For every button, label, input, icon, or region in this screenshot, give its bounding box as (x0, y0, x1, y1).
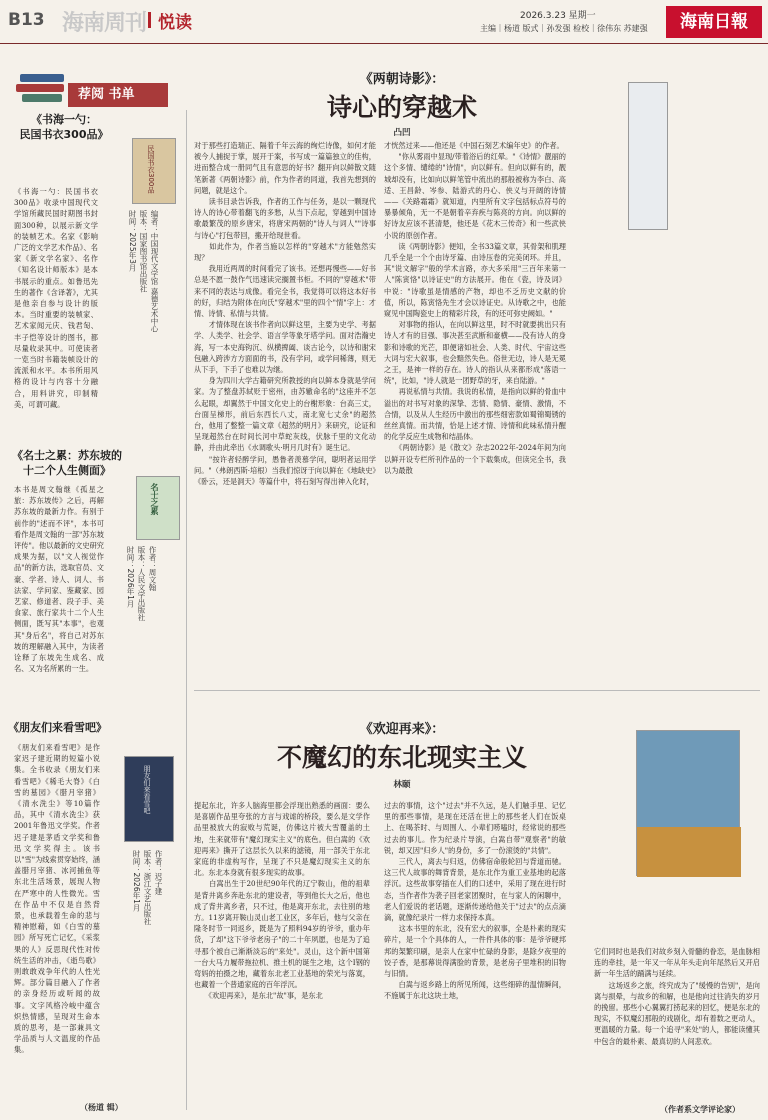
article2-col2: 过去的事情，这个"过去"并不久远，是人们触手里、记忆里的那些事情，是现在还活在世上的那些老人们在饭桌上、在喝茶时、与周围人、小辈们唠嗑时，经常说的那些过去的事儿。作为纪录片导演，白嵩自带"观察者"的敏锐，却又因"归乡人"的身份，多了一份滚烫的"共情"。 三代人，离去与归返，仿佛宿命般轮回与背道而驰。这三代人故事的舞背背景，是东北作为重工业基地的起落浮沉。这些故事穿插在人们的口述中，采用了现在进行时态，当作者作为袭子回老家团聚时，在与家人的闲聊中，老人们爱说的老话题，逐渐传递给他关于"过去"的点点滴滴，就像纪录片一样力求保持本真。 这本书里的东北，没有宏大的叙事，全是朴素的现实碎片，是一个个具体的人，一件件具体的事：是爷爷硬邦邦的架繁印刷，是亲人在家中忙碌的身影，是除夕夜里的饺子香，是那幕说得满脸的背景，是老房子里堆积的旧物与旧情。 白嵩与返乡路上的所见所闻，这些细碎的温情瞬间，不施属于东北这块土地， (384, 801, 566, 1001)
rec2-body: 本书是周文翰继《孤星之旅：苏东坡传》之后，再解苏东坡的最新力作。有别于前作的"述而不评"，本书可看作是周文翰的一部"苏东坡评传"。他以最新的文史研究成果为据，以"文人视觉作品"的新方法，选取官员、文豪、学者、诗人、词人、书法家、学问家、鉴藏家、园艺家、修道者、段子手、美食家、旅行家共十二个人生侧面，既写其"本事"，也观其"身后名"，将自己对苏东坡的理解融入其中，为读者诠释了东坡先生成名、成名、又为名所累的一生。 (14, 485, 104, 674)
rec1-meta: 编者：中国现代文学馆 嘉德艺术中心 版本：国家图书馆出版社 时间：2025年3月 (128, 210, 159, 333)
article1-col2: 才恍然过来——他还是《中国石刻艺术编年史》的作者。 "你从雾雨中显现/带着浴后的红晕。"《诗情》靓丽的这个多情、缱绻的"诗情"，向以鲜有。但向以鲜有的，靓城却没有，比如向以鲜笔管中流出的那般被称为李白、高适、王昌龄、岑参、陆游式的丹心、侠义与开阔的诗情——《关路霜霜》就知道，内里所有文字包括标点符号的暴暴倾角，无一不是朝着辛弃疾与陈亮的方向。向以鲜的好诗友应该不甚清楚，他还是《花木三传奇》和一些武侠小说的原创作者。 读《两朝诗影》便知，全书33篇文章，其骨架和肌理几乎全是一个个由诗牙篇、由诗压卷的完美闭环。并且，其"说文解字"般的学术言路，亦大多采用"三百年来第一人"陈寅恪"以诗证史"的方法展开。他在《瓷，诗及词》中说："诗歌虽是情感的产物，却也不乏历史文献的价值，所以，陈寅恪先生才会以诗证史。从诗歌之中，也能窥见中国陶瓷史上的精彩片段，有的还可弥史阙如。" 对事物的指认，在向以鲜这里，时不时就要挑出只有诗人才有的目强、事决甚至武断和豪横——没有诗人的身影和诗歌的光芒，即便诸如社会、人类、时代、宇宙这些大词与宏大叙事，也会黯然失色。俗世无边，诗人是无冕之王，是神一样的存在。诗人的指认从来都形成"落语一统"，比如，"诗人就是一团野草的牙，来自陆游。" 再说私情与共情。我说的私情，是指向以鲜的骨血中溢出的对书写对象的深挚、恋情、隐情、豪情、激情，不合情，以及从人生经历中激出的那些细密款如蜀锦蜀锈的丝丝真情。而共情，恰是上述才情、诗情和此味私情升醒的化学反应生成物和结晶体。 《两朝诗影》是《散文》杂志2022年-2024年间为向以鲜开设专栏所刊作品的一个下载集成，但读完全书，我以为最散 (384, 141, 566, 475)
article1-col3 (594, 290, 760, 656)
newspaper-logo: 海南日報 (666, 6, 762, 38)
sidebook2-cover (636, 730, 740, 876)
rec1-cover-title: 民国书衣300品 (147, 145, 155, 194)
article2-signature: （作者系文学评论家） (660, 1105, 740, 1114)
rec3-title: 《朋友们来看雪吧》 (8, 721, 107, 734)
article2-col1: 提起东北，许多人脑海里都会浮现出熟悉的画面：要么是喜剧作品里夸张的方言与戏谑的桥段，要么是文学作品里被放大的寂败与荒诞，仿佛这片被大雪覆盖的土地，生来就带有"魔幻现实主义"的底色。但白嵩的《欢迎再来》撕开了这层长久以来的滤镜，用一部关于东北家庭的非虚构写作，呈现了不只是魔幻现实主义的东北。东北本身就有很多现实的故事。 白嵩出生于20世纪90年代的辽宁鞍山，他的祖辈是背井离乡奔赴东北的建设者，等到他长大之后，他也成了背井离乡者，只不过，他是离开东北，去往别的地方。11岁离开鞍山灵山老工业区，多年后，他与父亲在隆冬时节一同返乡，既是为了照料94岁的爷爷，重办年货，了却"这下爷爷老房子"的二十年夙愿，也是为了追寻那个被自己渐渐淡忘的"来处"。灵山，这个新中国第一台大马力履带拖拉机、推土机的诞生之地，这个Ⅰ钢的弯妈的拍摄之地，藏着东北老工业基地的荣光与落寞，也藏着一个普通家庭的百年浮沉。 《欢迎再来》，是东北"故"事，是东北 (194, 801, 370, 1001)
sidebook1-cover (628, 82, 668, 230)
rec1-body: 《书海一勺：民国书衣300品》收录中国现代文学馆所藏民国时期图书封面300种，以展示新文学的装帧艺术。名家《影响广泛的文学艺术作品》、名家《新文学名家》、名作《知名设计师版本》是本书展示的重点。如鲁迅先生的著作《含译著》，尤其是他亲自参与设计的版本。当时重要的装帧家、艺术家闻元庆、钱君匋、丰子恺等设计的图书，都尽量收录其中。可使读者一览当时书籍装帧设计的流派和水平。本书所用风格的设计与内容十分融合，用料讲究，印制精美，可谓可藏。 (14, 187, 98, 409)
section-name: 悦读 (158, 13, 192, 33)
sidebook2-cover-art (637, 827, 741, 877)
masthead (0, 0, 768, 44)
rec2-title: 《名士之累：苏东坡的 十二个人生侧面》 (12, 449, 122, 477)
staff-credits: 主编｜杨道 版式｜孙发强 检校｜徐伟东 苏建强 (480, 24, 648, 33)
article1-kicker: 《两朝诗影》： (359, 72, 445, 87)
article1-headline: 诗心的穿越术 (326, 93, 477, 122)
rec1-title: 《书海一勺： 民国书衣300品》 (19, 113, 109, 141)
rec-editor: （杨道 辑） (80, 1103, 123, 1112)
column-divider (186, 110, 187, 1110)
article2-author: 林颐 (393, 780, 411, 790)
article2-headline: 不魔幻的东北现实主义 (276, 743, 527, 772)
article1-author: 凸凹 (393, 128, 411, 138)
recommend-banner: 荐阅 书单 (68, 83, 168, 107)
issue-date: 2026.3.23 星期一 (520, 11, 596, 21)
rec2-cover (136, 476, 180, 540)
article1-col1: 对于那些打造瑞正、隔着千年云海的绚烂诗像，如何才能被今人捕捉于掌，展开于案，书写成一篇篇独立的佳构，进而整合成一册同气且有意思的好书？翻开向以鲜散文随笔新著《两朝诗影》前，作为作者的同道，我首先想到的问题，就是这个。 读书目录告诉我，作者的工作与任务，是以一颗现代诗人的诗心带着翻飞的多愁，从当下点起，穿越到中国诗歌最繁茂的原乡唐宋，将唐宋两朝的"诗人与词人""诗事与诗心"打包带回，搬开给现世看。 如此作为，作者当施以怎样的"穿越术"方能勉然实现？ 我用近两周的时间看完了该书。还想再慢些——好书总是不愿一鼓作气迅速读完搁置书柜。不同的"穿越术"带来不同的表达与成像。看完全书，我觉得可以将这本好书的好，归结为附体在向氏"穿越术"里的四个"情"字上：才情、诗情、私情与共情。 才情体现在该书作者向以鲜这里，主要为史学、考据学、人类学、社会学、语言学等象牙塔学问。面对浩瀚史海，写一本史海钩沉、纵横捭阖、谈古论今，以诗和谢宋包融入跨涉方方面面的书，没有学问，或学问稀薄，则无从下手，下手了也难以为继。 身为四川大学古籍研究所教授的向以鲜本身就是学问家。为了整盘苏轼贬于密州，由苏辙命名的"这座并不怎么起眼，却翼然于中国文化史上的台榭形象：台高三丈，台面呈梯形，前后东西长八丈，南北宽七丈余"的超然台，他用了整整一篇文章《超然的明月》来研究，论证和呈现超然台在时间长河中草蛇灰线，伏脉千里的文化动静，并由此牵出《水调歌头·明月几时有》诞生记。 "按许者轻醉学问，愚鲁者羡慕学问，聪明者运用学问。"（弗朗西斯·培根）当我们惊讶于向以鲜在《地缺史》《卧云，还是洞天》等篇什中，将石刻写得出神入化时， (194, 141, 376, 487)
rec3-cover (124, 756, 174, 842)
rec2-cover-title: 名士之累 (150, 483, 159, 515)
article-divider (194, 690, 760, 691)
rec2-meta: 作者：周文翰 版本：人民文学出版社 时间：2026年1月 (126, 546, 157, 621)
rec3-cover-title: 朋友们来看雪吧 (143, 765, 151, 814)
rec3-meta: 作者：迟子建 版本：浙江文艺出版社 时间：2026年1月 (132, 850, 163, 925)
brand-logo: 海南周刊 (62, 11, 147, 36)
section-divider (148, 12, 151, 28)
rec1-cover (132, 138, 176, 204)
books-icon (16, 70, 68, 106)
rec3-body: 《朋友们来看雪吧》是作家迟子建近期的短篇小说集。全书收录《朋友们来看雪吧》《稀毛大脊》《白雪的墓园》《腊月宰猪》《清水洗尘》等10篇作品，其中《清水洗尘》获2001年鲁迅文学奖。作者迟子建是茅盾文学奖和鲁迅文学奖得主。该书以"雪"为线索贯穿始终，涵盖腊月宰猪、冰河捕鱼等东北生活场景，展现人物在严寒中的人性微光。雪在作品中不仅是自然背景，也承载着生命的悲与精神慰藉，如《白雪的墓园》所写死亡记忆，《采浆果的人》反思现代性对传统生活的冲击，《逝鸟歌》则敢敢戏争年代的人性光辉。部分篇目融入了作者的亲身经历或听闻的故事。文字风格冷峻中蕴含炽热情感，呈现对生命本质的思考，是一部兼具文学品质与人文温度的作品集。 (14, 743, 100, 1055)
article2-col3: 它们同时也是我们对故乡刻入骨髓的眷恋，是血脉相连的牵挂，是一年又一年从年头走向年尾然后又开启新一年生活的踊满与延续。 这场返乡之旅，终究成为了"缓慢的告别"，是向离与损晕，与故乡的和解，也是他向过往消失的岁月的挽留。那些小心翼翼打捞起来的回忆，便是东北的现实，不似魔幻那般的戏剧化，却有着数之更动人，更温暖的力量。每一个追寻"来处"的人，都能读懂其中包含的最朴素、最真切的人间悲欢。 (594, 947, 760, 1046)
article2-kicker: 《欢迎再来》： (359, 722, 445, 737)
page-number: B13 (8, 10, 45, 30)
